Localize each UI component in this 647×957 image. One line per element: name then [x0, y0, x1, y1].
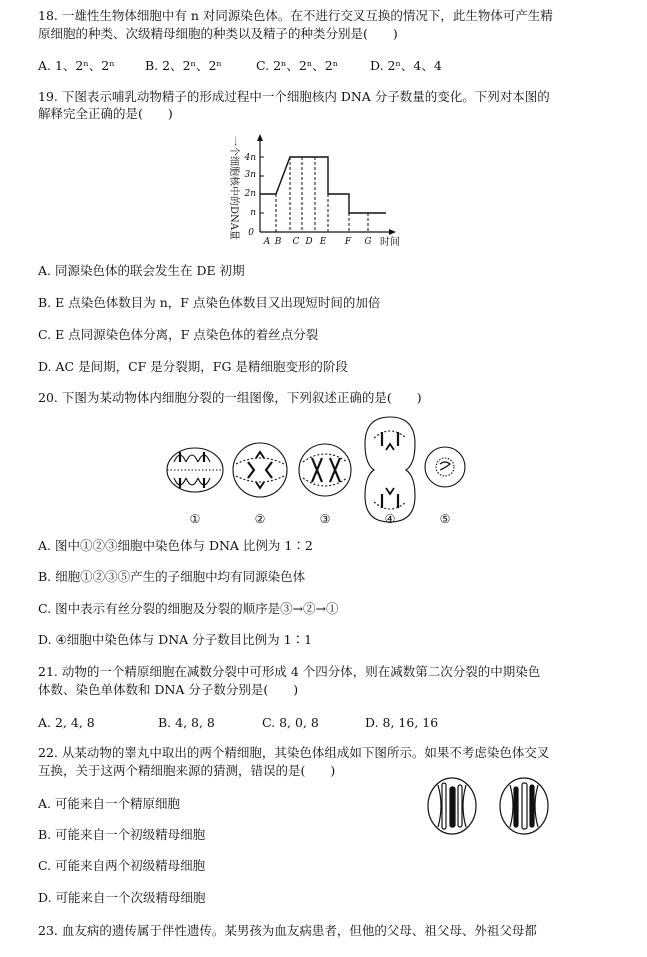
xtick-f: F: [344, 237, 352, 247]
q19-option-b: B. E 点染色体数目为 n，F 点染色体数目又出现短时间的加倍: [38, 295, 381, 310]
cell-4-figure: [365, 417, 415, 522]
q20-option-a: A. 图中①②③细胞中染色体与 DNA 比例为 1∶2: [38, 538, 313, 553]
cell-label-4: ④: [384, 512, 396, 526]
q21-option-a: A. 2, 4, 8: [38, 715, 95, 730]
q22-option-c: C. 可能来自两个初级精母细胞: [38, 858, 206, 873]
xtick-d: D: [305, 237, 313, 247]
xtick-g: G: [364, 237, 372, 247]
graph-xlabel: 时间: [380, 237, 400, 248]
q20-option-b: B. 细胞①②③⑤产生的子细胞中均有同源染色体: [38, 569, 306, 584]
q21-stem-line1: 21. 动物的一个精原细胞在减数分裂中可形成 4 个四分体，则在减数第二次分裂的中期染色: [38, 664, 541, 679]
ytick-2n: 2n: [244, 189, 256, 199]
cell-1-figure: [167, 448, 223, 492]
xtick-c: C: [292, 237, 300, 247]
cell-label-5: ⑤: [439, 512, 451, 526]
graph-dashed-guides: [276, 157, 368, 232]
cell-label-1: ①: [189, 512, 201, 526]
q19-option-a: A. 同源染色体的联会发生在 DE 初期: [38, 263, 245, 278]
ytick-3n: 3n: [244, 170, 256, 180]
ytick-n: n: [250, 208, 256, 218]
dna-content-line: [260, 157, 386, 213]
q21-option-d: D. 8, 16, 16: [365, 715, 439, 730]
q18-option-c: C. 2ⁿ、2ⁿ、2ⁿ: [256, 58, 339, 73]
dna-content-graph: [220, 132, 410, 248]
q22-option-d: D. 可能来自一个次级精母细胞: [38, 890, 206, 905]
q18-option-a: A. 1、2ⁿ、2ⁿ: [38, 58, 115, 73]
q19-option-c: C. E 点同源染色体分离，F 点染色体的着丝点分裂: [38, 327, 319, 342]
xtick-e: E: [319, 237, 327, 247]
q18-option-d: D. 2ⁿ、4、4: [370, 58, 442, 73]
q20-option-c: C. 图中表示有丝分裂的细胞及分裂的顺序是③→②→①: [38, 601, 339, 616]
q22-option-b: B. 可能来自一个初级精母细胞: [38, 827, 206, 842]
ytick-4n: 4n: [244, 153, 256, 163]
q22-option-a: A. 可能来自一个精原细胞: [38, 796, 180, 811]
xtick-b: B: [274, 237, 282, 247]
cell-label-2: ②: [254, 512, 266, 526]
q18-option-b: B. 2、2ⁿ、2ⁿ: [145, 58, 222, 73]
cell-2-figure: [233, 443, 287, 497]
cell-3-figure: [299, 444, 351, 496]
q20-option-d: D. ④细胞中染色体与 DNA 分子数目比例为 1∶1: [38, 632, 313, 647]
q19-stem-line2: 解释完全正确的是( ): [38, 106, 173, 121]
q21-option-b: B. 4, 8, 8: [158, 715, 215, 730]
q22-stem-line1: 22. 从某动物的睾丸中取出的两个精细胞，其染色体组成如下图所示。如果不考虑染色体交叉: [38, 745, 550, 760]
graph-ylabel: 一个细胞核中的DNA量: [228, 136, 239, 240]
q18-stem-line1: 18. 一雄性生物体细胞中有 n 对同源染色体。在不进行交叉互换的情况下，此生物体可产生精: [38, 8, 553, 23]
xtick-a: A: [263, 237, 271, 247]
q22-stem-line2: 互换，关于这两个精细胞来源的猜测，错误的是( ): [38, 763, 336, 778]
q19-stem-line1: 19. 下图表示哺乳动物精子的形成过程中一个细胞核内 DNA 分子数量的变化。下列对本图的: [38, 89, 550, 104]
sperm-cells-figure: [420, 775, 556, 837]
cell-5-figure: [425, 447, 465, 487]
q19-option-d: D. AC 是间期，CF 是分裂期，FG 是精细胞变形的阶段: [38, 359, 348, 374]
q20-stem: 20. 下图为某动物体内细胞分裂的一组图像，下列叙述正确的是( ): [38, 390, 422, 405]
q23-stem-line1: 23. 血友病的遗传属于伴性遗传。某男孩为血友病患者，但他的父母、祖父母、外祖父母都: [38, 923, 537, 938]
q21-option-c: C. 8, 0, 8: [262, 715, 319, 730]
x-axis-arrow: [389, 229, 396, 235]
ytick-0: 0: [248, 228, 254, 238]
q21-stem-line2: 体数、染色单体数和 DNA 分子数分别是( ): [38, 682, 299, 697]
y-axis-arrow: [257, 134, 263, 141]
cell-label-3: ③: [319, 512, 331, 526]
cell-division-figures: [160, 412, 470, 527]
q18-stem-line2: 原细胞的种类、次级精母细胞的种类以及精子的种类分别是( ): [38, 26, 398, 41]
